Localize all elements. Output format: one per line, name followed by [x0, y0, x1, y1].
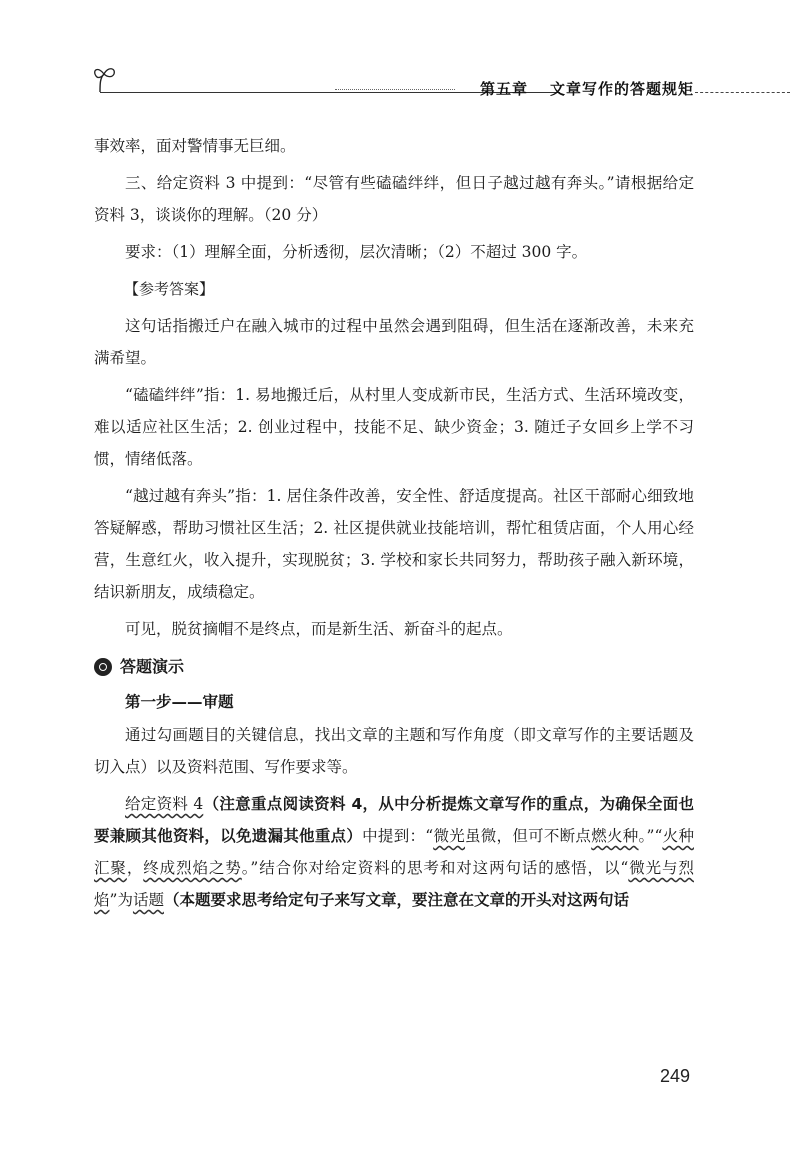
text: ，	[126, 859, 144, 877]
answer-paragraph: 可见，脱贫摘帽不是终点，而是新生活、新奋斗的起点。	[125, 620, 513, 638]
annotated-paragraph	[94, 788, 694, 916]
page-body	[94, 130, 694, 916]
section-title: 答题演示	[120, 657, 185, 676]
step-paragraph: 通过勾画题目的关键信息，找出文章的主题和写作角度（即文章写作的主要话题及切入点）以及资料范围、写作要求等。	[94, 726, 694, 776]
answer-paragraph: 这句话指搬迁户在融入城市的过程中虽然会遇到阻碍，但生活在逐渐改善，未来充满希望。	[94, 317, 694, 367]
text: ”为	[109, 891, 133, 909]
chapter-name: 文章写作的答题规矩	[550, 80, 695, 98]
wavy-text: 燃火种	[591, 827, 639, 845]
wavy-text: 微光与烈焰	[94, 859, 694, 909]
chapter-number: 第五章	[480, 80, 529, 98]
step-heading: 第一步——审题	[125, 693, 234, 711]
wavy-text: 话题	[132, 891, 164, 909]
sprout-icon	[90, 62, 124, 96]
text: 中提到：“	[362, 827, 434, 845]
wavy-text: 火种汇聚	[94, 827, 694, 877]
bullet-circle-icon	[94, 658, 112, 676]
section-heading	[94, 649, 694, 685]
requirement-paragraph: 要求：（1）理解全面，分析透彻，层次清晰；（2）不超过 300 字。	[125, 243, 588, 261]
header-dashed-rule	[695, 92, 790, 93]
reference-answer-heading: 【参考答案】	[124, 280, 215, 298]
annotation-text: （注意重点阅读资料 4，从中分析提炼文章写作的重点，为确保全面也要兼顾其他资料，以免遗漏其他重点）	[94, 795, 694, 845]
paragraph: 事效率，面对警情事无巨细。	[94, 137, 296, 155]
wavy-text: 微光	[433, 827, 466, 845]
annotation-text: （本题要求思考给定句子来写文章，要注意在文章的开头对这两句话	[163, 891, 629, 909]
running-header	[90, 62, 790, 102]
page-number: 249	[660, 1066, 691, 1086]
text: 。”结合你对给定资料的思考和对这两句话的感悟，以“	[241, 859, 629, 877]
answer-paragraph: “磕磕绊绊”指：1. 易地搬迁后，从村里人变成新市民，生活方式、生活环境改变，难以适应社区生活；2. 创业过程中，技能不足、缺少资金；3. 随迁子女回乡上学不习惯，情绪低落。	[94, 386, 694, 468]
text: 。”“	[638, 827, 663, 845]
text: 虽微，但可不断点	[465, 827, 592, 845]
wavy-text: 给定资料 4	[125, 795, 204, 813]
chapter-title	[480, 78, 694, 99]
wavy-text: 终成烈焰之势	[143, 859, 242, 877]
question-paragraph: 三、给定资料 3 中提到：“尽管有些磕磕绊绊，但日子越过越有奔头。”请根据给定资料 3，谈谈你的理解。（20 分）	[94, 174, 694, 224]
answer-paragraph: “越过越有奔头”指：1. 居住条件改善，安全性、舒适度提高。社区干部耐心细致地答疑解惑，帮助习惯社区生活；2. 社区提供就业技能培训，帮忙租赁店面，个人用心经营，生意红火，收入提升，实现脱贫；3. 学校和家长共同努力，帮助孩子融入新环境，结识新朋友，成绩稳定。	[94, 487, 694, 601]
header-dotted-rule	[335, 89, 455, 90]
